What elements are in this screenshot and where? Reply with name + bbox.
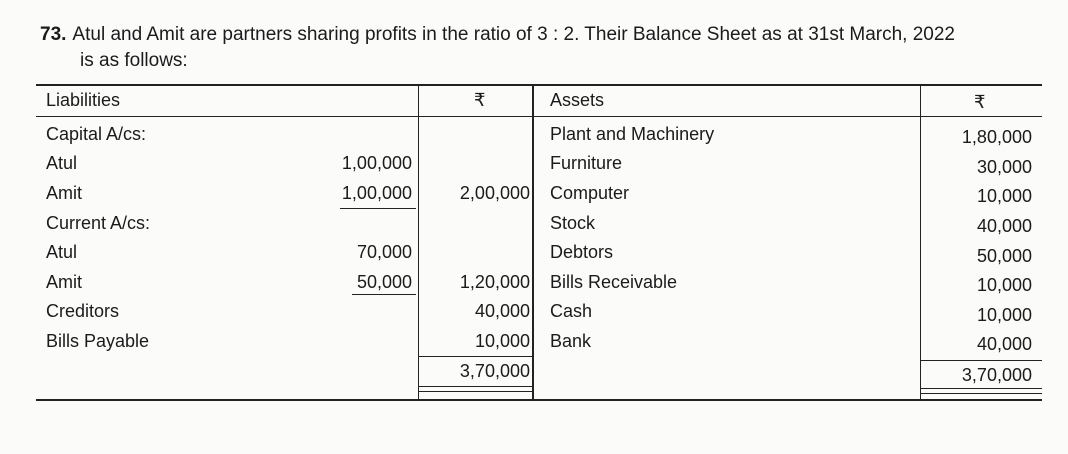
assets-total: 3,70,000	[961, 365, 1032, 385]
question-text-line-1: Atul and Amit are partners sharing profits in the ratio of 3 : 2. Their Balance Sheet as at 31st March, 2022	[72, 24, 956, 45]
liability-amount: 10,000	[474, 331, 530, 351]
asset-amount: 10,000	[976, 275, 1032, 295]
liability-label: Bills Payable	[46, 331, 150, 351]
liability-label: Current A/cs:	[46, 213, 151, 233]
liability-amount: 2,00,000	[459, 183, 530, 203]
asset-amount: 50,000	[976, 246, 1032, 266]
total-double-rule	[418, 386, 532, 387]
column-divider	[920, 84, 921, 399]
liability-sub-amount: 50,000	[356, 272, 412, 292]
question-heading	[40, 22, 1050, 74]
liability-label: Amit	[46, 183, 82, 203]
asset-label: Stock	[550, 213, 596, 233]
liability-sub-amount: 1,00,000	[341, 153, 412, 173]
total-top-rule	[418, 356, 532, 357]
liabilities-total: 3,70,000	[459, 361, 530, 381]
asset-amount: 10,000	[976, 305, 1032, 325]
total-double-rule	[920, 388, 1042, 389]
asset-label: Cash	[550, 301, 593, 321]
liabilities-amount-header: ₹	[474, 90, 486, 110]
balance-sheet-table	[36, 84, 1042, 402]
subtotal-underline	[352, 294, 416, 295]
asset-label: Computer	[550, 183, 630, 203]
total-double-rule	[418, 391, 532, 392]
asset-label: Plant and Machinery	[550, 124, 715, 144]
assets-amount-header: ₹	[974, 92, 986, 112]
liability-amount: 40,000	[474, 301, 530, 321]
liability-label: Atul	[46, 242, 78, 262]
asset-label: Bank	[550, 331, 592, 351]
liabilities-header: Liabilities	[46, 90, 121, 110]
liability-label: Atul	[46, 153, 78, 173]
assets-header: Assets	[550, 90, 605, 110]
question-number: 73.	[40, 24, 67, 45]
liability-sub-amount: 1,00,000	[341, 183, 412, 203]
column-divider	[532, 84, 534, 399]
asset-amount: 40,000	[976, 216, 1032, 236]
asset-amount: 40,000	[976, 334, 1032, 354]
column-divider	[418, 84, 419, 399]
liability-sub-amount: 70,000	[356, 242, 412, 262]
asset-amount: 30,000	[976, 157, 1032, 177]
liability-label: Capital A/cs:	[46, 124, 147, 144]
table-top-rule	[36, 84, 1042, 86]
asset-label: Bills Receivable	[550, 272, 678, 292]
subtotal-underline	[340, 208, 416, 209]
header-bottom-rule	[36, 116, 1042, 117]
asset-amount: 1,80,000	[961, 127, 1032, 147]
liability-label: Creditors	[46, 301, 120, 321]
asset-label: Furniture	[550, 153, 623, 173]
total-top-rule	[920, 360, 1042, 361]
table-bottom-rule	[36, 399, 1042, 401]
question-text-line-2: is as follows:	[80, 50, 188, 71]
asset-label: Debtors	[550, 242, 614, 262]
liability-label: Amit	[46, 272, 82, 292]
asset-amount: 10,000	[976, 186, 1032, 206]
total-double-rule	[920, 393, 1042, 394]
liability-amount: 1,20,000	[459, 272, 530, 292]
